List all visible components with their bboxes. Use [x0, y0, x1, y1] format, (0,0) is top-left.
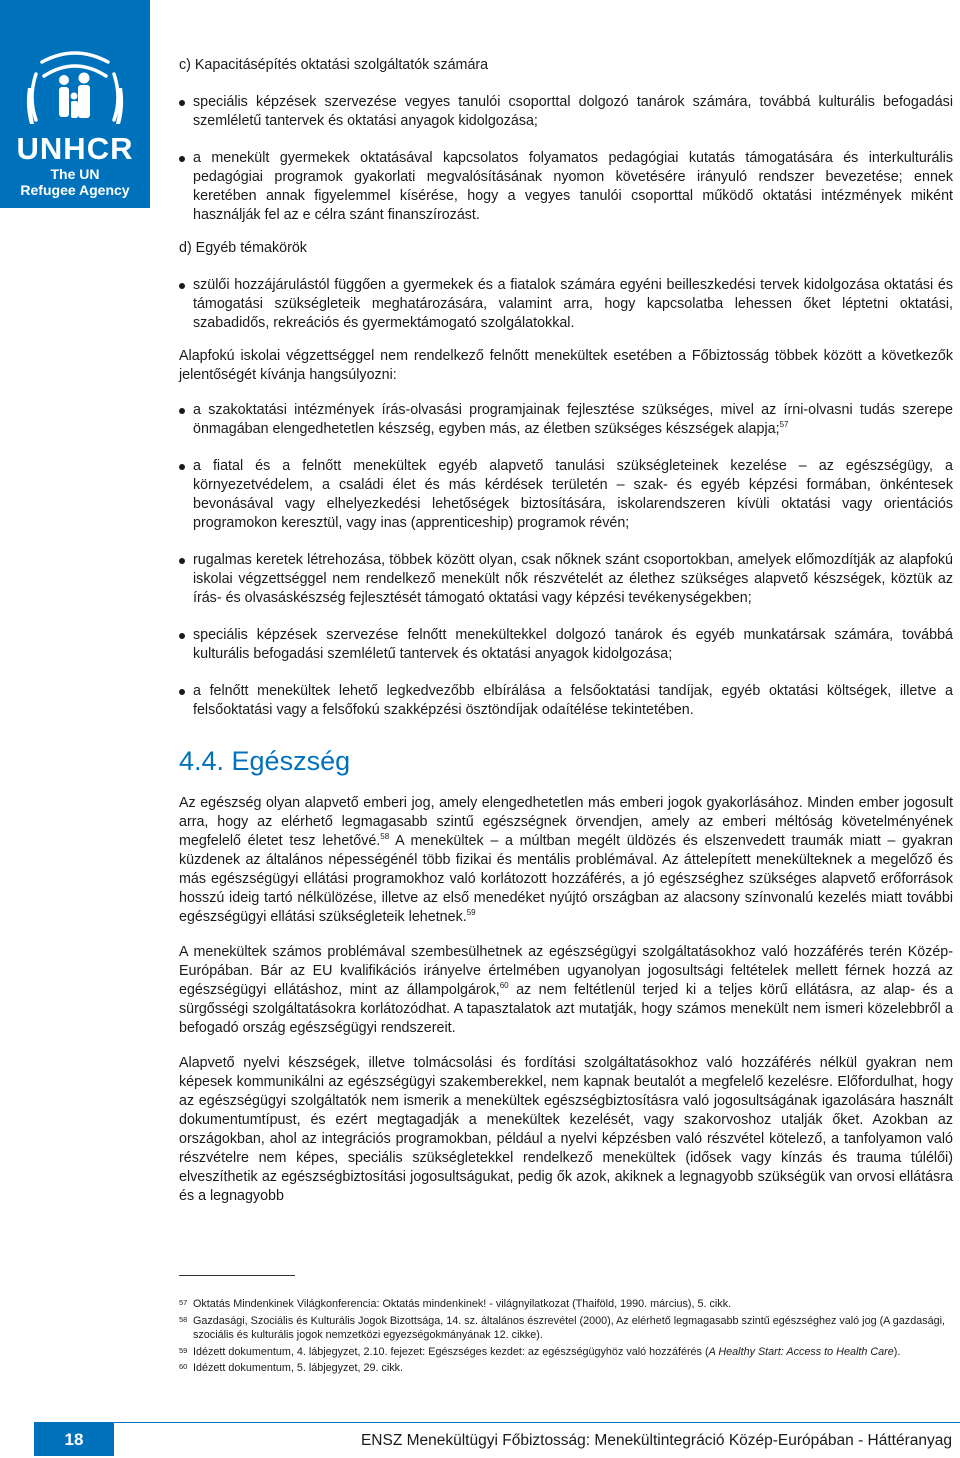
footnote-number: 60 [179, 1362, 188, 1371]
list-item: speciális képzések szervezése vegyes tanulói csoporttal dolgozó tanárok számára, továbbá kulturális befogadási szemléletű tantervek és oktatási anyagok kidolgozása; [179, 93, 953, 131]
footnote [179, 1361, 947, 1376]
footnote-number: 57 [179, 1298, 188, 1307]
section-c-heading: c) Kapacitásépítés oktatási szolgáltatók számára [179, 57, 489, 73]
list-item: rugalmas keretek létrehozása, többek között olyan, csak nőknek szánt csoportokban, amelyek előmozdítják az alapfokú iskolai végzettséggel nem rendelkező menekült nők részvételét az élethez szükséges alapvető készségek, köztük az írás- és olvasáskészség fejlesztését támogató oktatási vagy képzési tevékenységekben; [179, 551, 953, 608]
page-number: 18 [34, 1422, 114, 1456]
footnote-text: Idézett dokumentum, 4. lábjegyzet, 2.10. fejezet: Egészséges kezdet: az egészségügyhöz való hozzáférés ( [193, 1345, 709, 1358]
unhcr-logo [0, 0, 150, 208]
section-d-heading: d) Egyéb témakörök [179, 240, 307, 256]
logo-tagline-2: Refugee Agency [20, 182, 130, 198]
unhcr-emblem-icon [22, 50, 128, 132]
footnote-ref[interactable]: 57 [779, 420, 789, 429]
adult-list [179, 401, 953, 720]
footer-rule [34, 1422, 960, 1423]
main-content [179, 56, 953, 1222]
footnote-ref[interactable]: 60 [499, 981, 509, 990]
footnote-number: 58 [179, 1314, 188, 1324]
footnote-ref[interactable]: 58 [380, 832, 390, 841]
paragraph-text: A menekültek számos problémával szembesülhetnek az egészségügyi szolgáltatásokhoz való hozzáférés terén Közép-Európában. Bár az EU kvalifikációs irányelve értelmében ugyanolyan jogosultsági feltételek mellett férnek hozzá az egészségügyi ellátáshoz, mint az állampolgárok, [179, 944, 953, 998]
footnote-text: Idézett dokumentum, 5. lábjegyzet, 29. cikk. [193, 1362, 404, 1374]
footnote-divider [179, 1275, 295, 1276]
list-item: szülői hozzájárulástól függően a gyermekek és a fiatalok számára egyéni beilleszkedési tervek kidolgozása oktatási és támogatási szükségleteik meghatározására, valamint arra, hogy kapcsolatba lehessen őket léptetni oktatási, szabadidős, rekreációs és gyermektámogató szolgálatokkal. [179, 276, 953, 333]
list-item-text: a szakoktatási intézmények írás-olvasási programjainak fejlesztése szükséges, mivel az írni-olvasni tudás szerepe önmagában elengedhetetlen készség, egyben más, az életben szükséges készségek alapja; [193, 402, 953, 437]
footnote [179, 1345, 947, 1360]
footnote-text: Oktatás Mindenkinek Világkonferencia: Oktatás mindenkinek! - világnyilatkozat (Thaiföld, 1990. március), 5. cikk. [193, 1298, 732, 1310]
list-item: speciális képzések szervezése felnőtt menekültekkel dolgozó tanárok és egyéb munkatársak számára, továbbá kulturális befogadási szemléletű tantervek és oktatási anyagok kidolgozása; [179, 626, 953, 664]
footnote [179, 1314, 947, 1343]
section-c-list [179, 93, 953, 225]
footnote-number: 59 [179, 1345, 188, 1355]
footnote [179, 1297, 947, 1312]
adult-intro-paragraph: Alapfokú iskolai végzettséggel nem rendelkező felnőtt menekültek esetében a Főbiztosság többek között a következők jelentőségét kívánja hangsúlyozni: [179, 348, 953, 383]
list-item: a menekült gyermekek oktatásával kapcsolatos folyamatos pedagógiai kutatás támogatására és interkulturális pedagógiai programok gyakorlati megvalósításának nyomon követésére irányuló rendszer bevezetése; ennek keretében annak figyelemmel kísérése, hogy a vegyes tanulói csoporttal működő oktatási intézmények miként használják fel az e célra szánt finanszírozást. [179, 149, 953, 225]
paragraph-text: az nem feltétlenül terjed ki a teljes körű ellátásra, az alap- és a sürgősségi szolgáltatásokra korlátozódhat. A tapasztalatok azt mutatják, hogy számos menekült nem ismeri közelebbről a befogadó ország egészségügyi rendszereit. [179, 982, 953, 1036]
footnote-text: Gazdasági, Szociális és Kulturális Jogok Bizottsága, 14. sz. általános észrevétel (2000), Az elérhető legmagasabb szintű egészséghez való jog (A gazdasági, szociális és kulturális jogok nemzetközi egyezségokmányának 12. cikke). [193, 1314, 946, 1341]
logo-tagline-1: The UN [50, 166, 100, 182]
paragraph-text: Az egészség olyan alapvető emberi jog, amely elengedhetetlen más emberi jogok gyakorlásához. Minden ember jogosult arra, hogy az elérhető legmagasabb szintű egészségnek örvendjen, amely az emberi méltóság követelményének megfelelő életet tesz lehetővé. [179, 795, 953, 849]
footnote-text: ). [893, 1345, 901, 1358]
paragraph-text: A menekültek – a múltban megélt üldözés és elszenvedett traumák miatt – gyakran küzdenek az általános népességénél több fizikai és mentális problémával. Az áttelepített menekülteknek a megelőző és más egészségügyi ellátási programokhoz való korlátozott hozzáférés, a jó egészséghez szükséges alapvető erőforrások hosszú ideig tartó nélkülözése, illetve az első menedéket nyújtó országban az alacsony színvonalú kezelés miatt további egészségügyi ellátási szükségleteik lehetnek. [179, 833, 953, 925]
footnote-italic-title: A Healthy Start: Access to Health Care [708, 1345, 894, 1358]
list-item: a felnőtt menekültek lehető legkedvezőbb elbírálása a felsőoktatási tandíjak, egyéb oktatási költségek, illetve a felsőoktatási vagy a felsőfokú szakképzési ösztöndíjak odaítélése tekintetében. [179, 682, 953, 720]
health-paragraph-3: Alapvető nyelvi készségek, illetve tolmácsolási és fordítási szolgáltatásokhoz való hozzáférés nélkül gyakran nem képesek kommunikálni az egészségügyi szakemberekkel, nem kapnak beutalót a megfelelő kezelésre. Előfordulhat, hogy az egészségügyi szolgáltatók nem ismerik a menekültek egészségbiztosításra való jogosultságának igazolására használt dokumentumtípust, és ezért megtagadják a menekültek kezelését, vagy szakorvoshoz utalják őket. Azokban az országokban, ahol az integrációs programokban, például a nyelvi képzésben való részvétel kötelező, a tanfolyamon való részvételre nem képes, speciális szükségletekkel rendelkező menekültek (idősek vagy kínzás és trauma túlélői) elveszíthetik az egészségbiztosítási jogosultságukat, pedig ők azok, akiknek a legnagyobb szükségük van orvosi ellátásra és a legnagyobb [179, 1055, 953, 1204]
logo-brand: UNHCR [16, 131, 134, 166]
health-paragraph-2 [179, 943, 953, 1038]
footnote-ref[interactable]: 59 [466, 908, 476, 917]
section-title: 4.4. Egészség [179, 746, 351, 776]
running-footer-title: ENSZ Menekültügyi Főbiztosság: Menekültintegráció Közép-Európában - Háttéranyag [360, 1432, 952, 1449]
health-paragraph-1 [179, 794, 953, 927]
section-d-list [179, 276, 953, 333]
list-item: a fiatal és a felnőtt menekültek egyéb alapvető tanulási szükségleteinek kezelése – az egészségügy, a környezetvédelem, a családi élet és más kérdések területén – szak- és egyéb képzési formában, önkéntesek bevonásával vagy elhelyezkedési lehetőségek biztosítására, iskolarendszeren kívüli oktatási vagy orientációs programokon keresztül, vagy inas (apprenticeship) programok révén; [179, 457, 953, 533]
list-item [179, 401, 953, 439]
footnotes [179, 1297, 947, 1378]
